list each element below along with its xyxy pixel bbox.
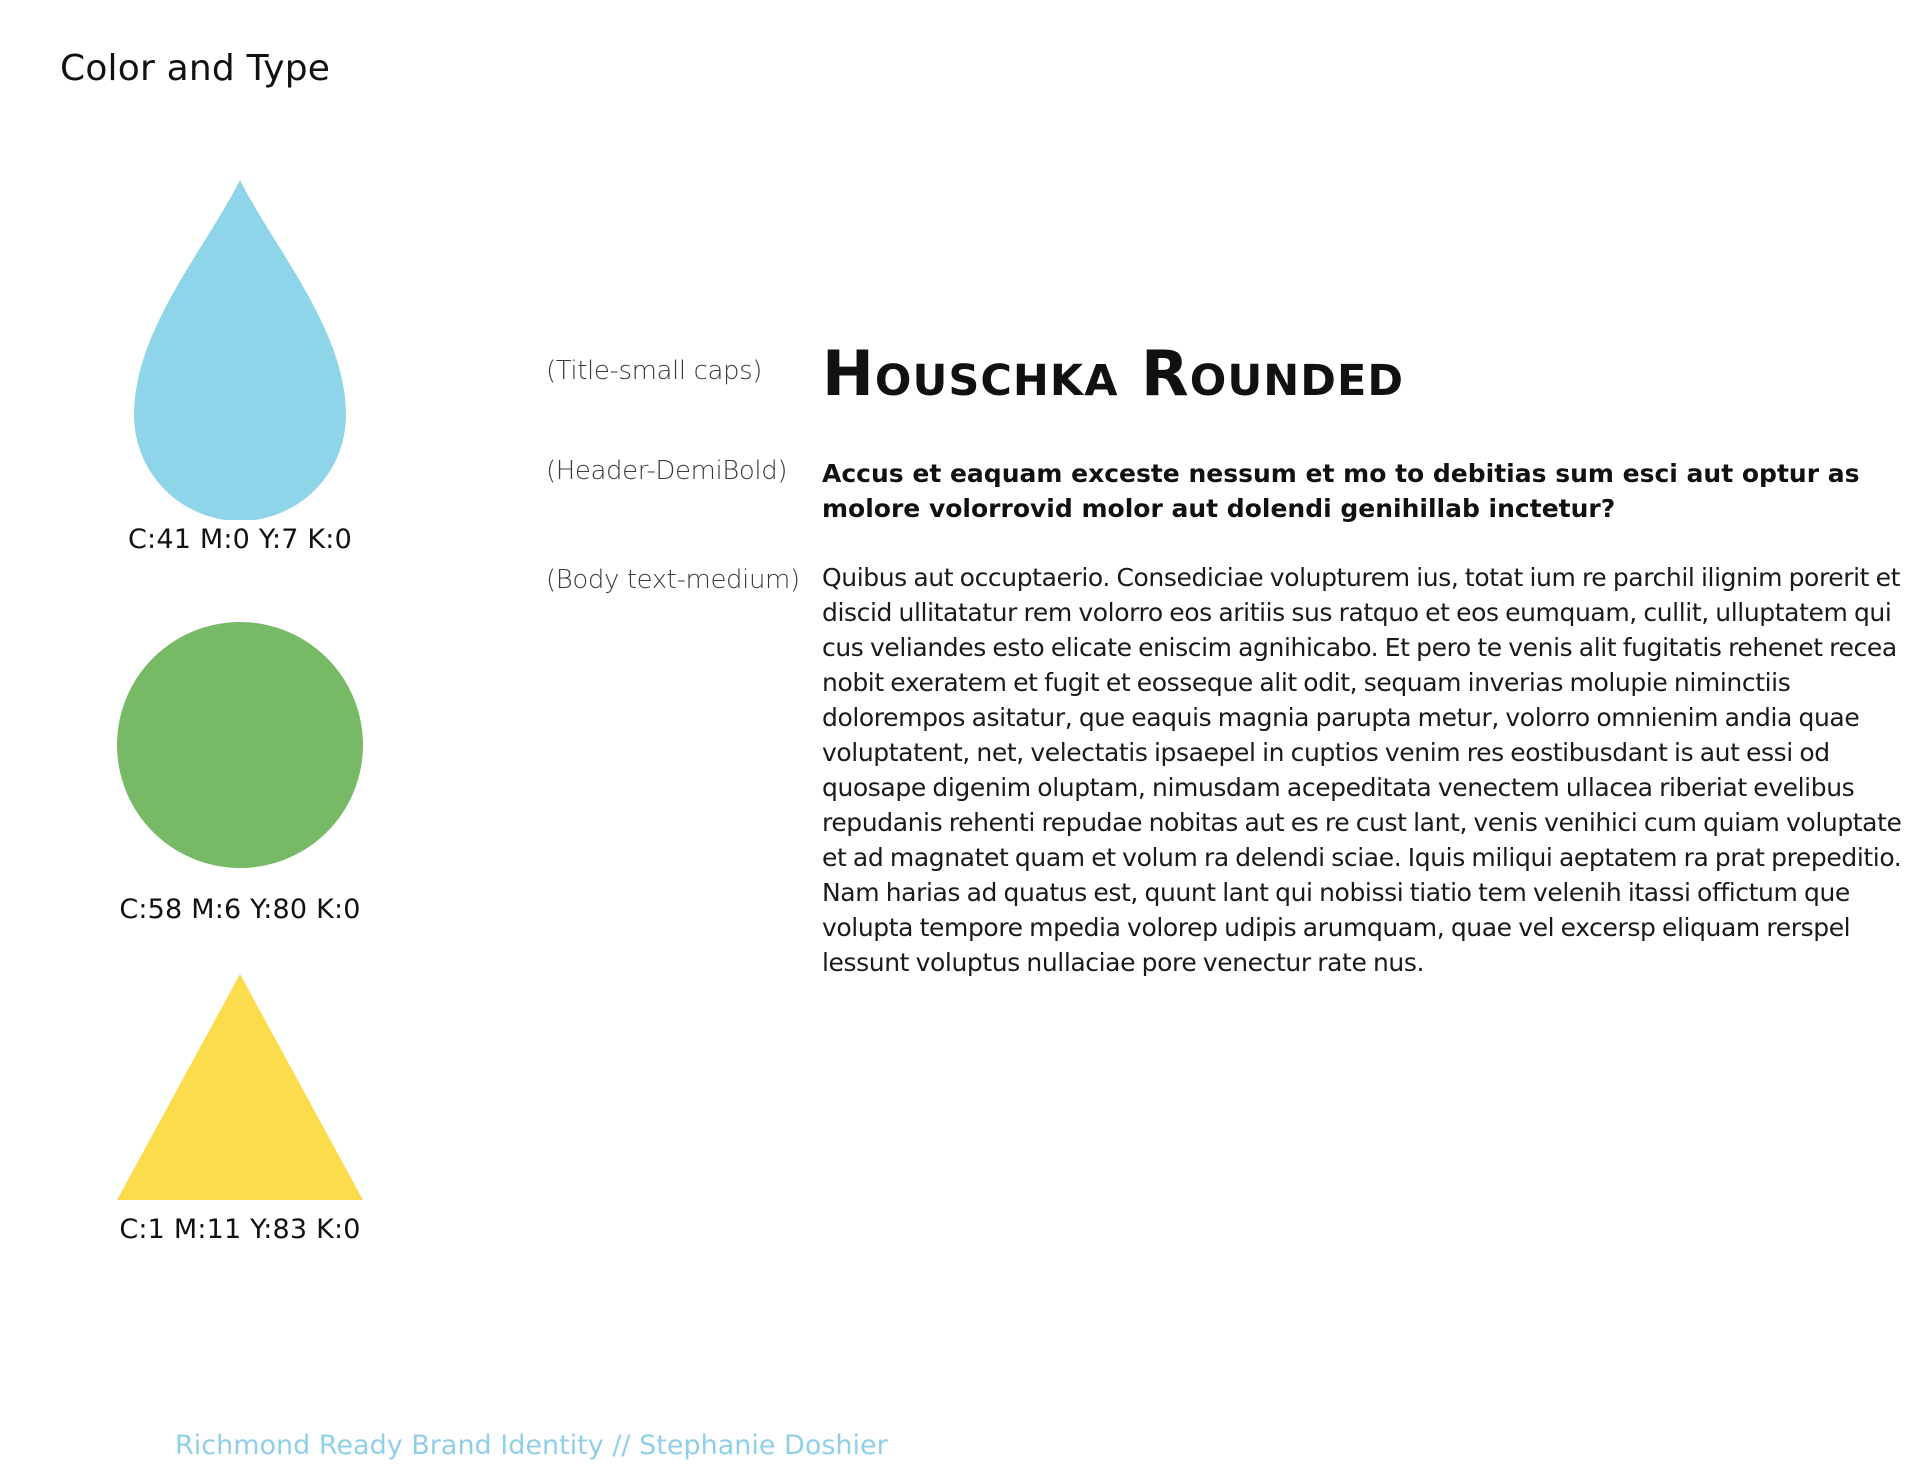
- page-title: Color and Type: [60, 48, 331, 89]
- swatch-cmyk-label: C:58 M:6 Y:80 K:0: [119, 894, 361, 925]
- triangle-shape: [117, 974, 363, 1200]
- body-font-sample: Quibus aut occuptaerio. Consediciae volupturem ius, totat ium re parchil ilignim porerit et discid ullitatatur rem volorro eos aritiis sus ratquo et eos eumquam, cullit, ulluptatem qui cus veliandes esto elicate eniscim agnihicabo. Et pero te venis alit fugitatis rehenet recea nobit exeratem et fugit et eosseque alit odit, sequam inverias molupie niminctiis dolorempos asitatur, que eaquis magnia parupta metur, volorro omnienim andia quae voluptatent, net, velectatis ipsaepel in cuptios venim res eostibusdant is aut essi od quosape digenim oluptam, nimusdam acepeditata venectem ullacea riberiat evelibus repudanis rehenti repudae nobitas aut es re cust lant, venis venihici cum quiam voluptate et ad magnatet quam et volum ra delendi sciae. Iquis miliqui aeptatem ra prat prepeditio. Nam harias ad quatus est, quunt lant qui nobissi tiatio tem velenih itassi offictum que volupta tempore mpedia volorep udipis arumquam, quae vel excersp eliquam rerspel lessunt voluptus nullaciae pore venectur rate nus.: [822, 563, 1902, 977]
- footer-credit: Richmond Ready Brand Identity // Stephanie Doshier: [175, 1430, 888, 1461]
- title-font-sample: Houschka Rounded: [822, 337, 1405, 410]
- header-spec-label: (Header-DemiBold): [546, 456, 788, 486]
- swatch-green-circle: [90, 622, 390, 925]
- swatch-blue-drop: [90, 180, 390, 555]
- swatch-yellow-triangle: [90, 974, 390, 1245]
- circle-shape: [117, 622, 363, 868]
- swatch-cmyk-label: C:1 M:11 Y:83 K:0: [119, 1214, 361, 1245]
- header-font-sample: Accus et eaquam exceste nessum et mo to debitias sum esci aut optur as molore volorrovid molor aut dolendi genihillab inctetur?: [822, 459, 1860, 523]
- swatch-cmyk-label: C:41 M:0 Y:7 K:0: [128, 524, 352, 555]
- body-spec-label: (Body text-medium): [546, 565, 800, 595]
- drop-shape: [134, 180, 346, 520]
- title-spec-label: (Title-small caps): [546, 356, 762, 386]
